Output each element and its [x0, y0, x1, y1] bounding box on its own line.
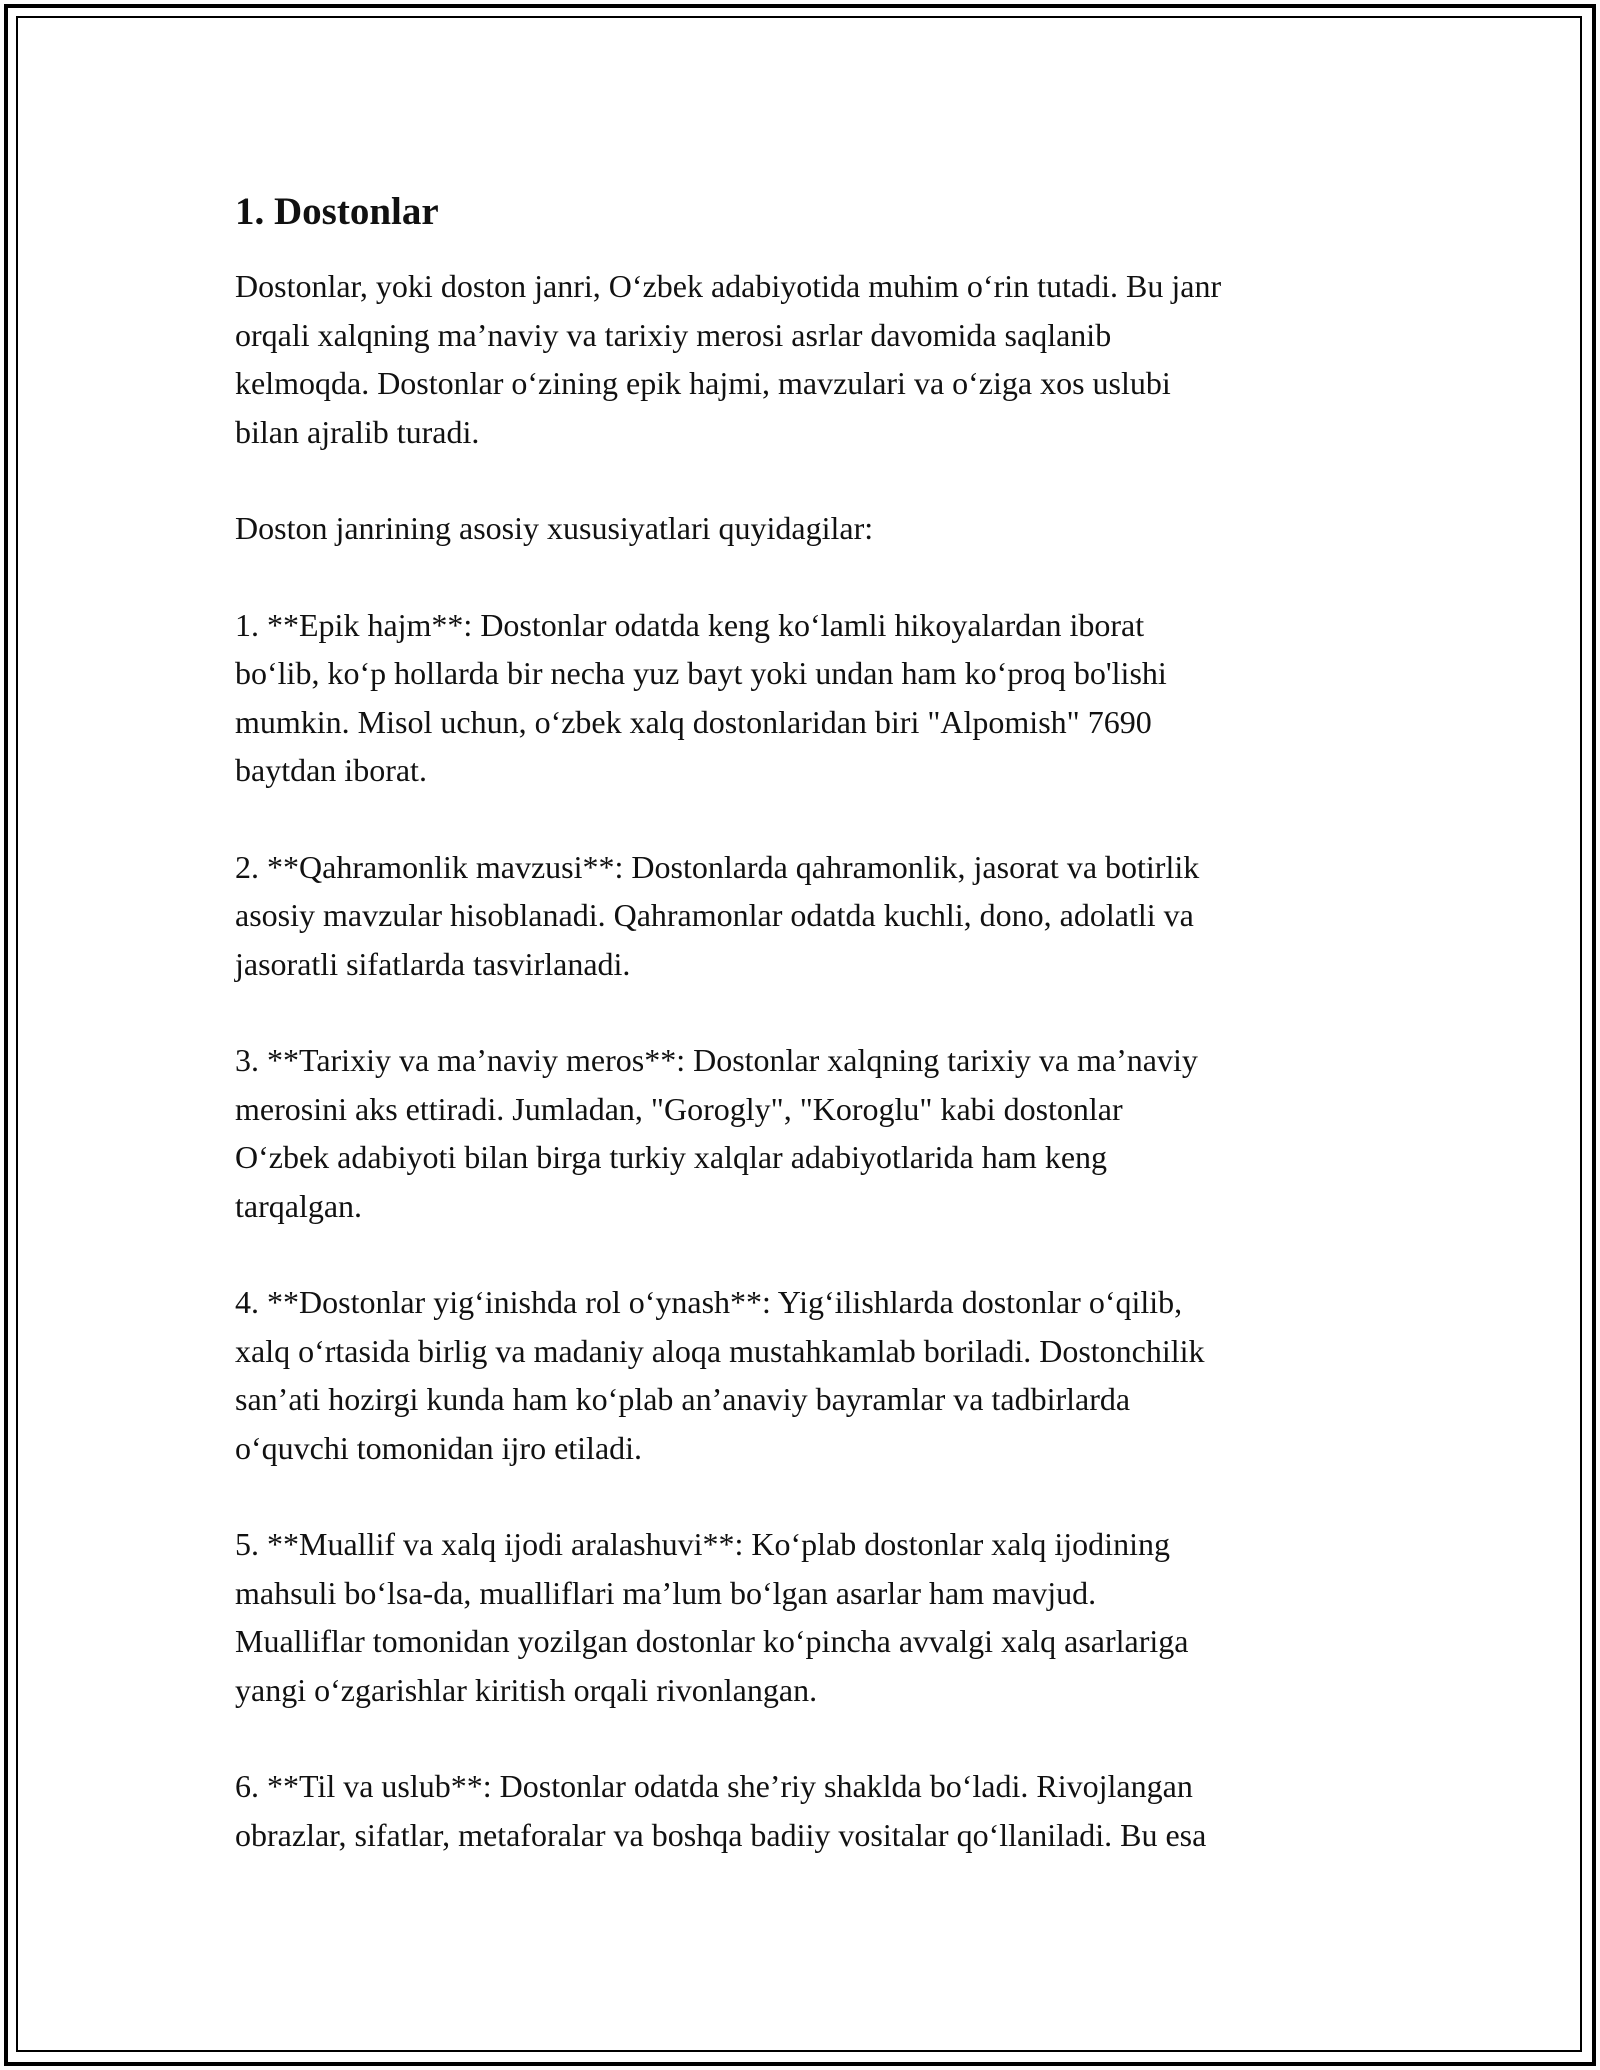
- paragraph-item-3: 3. **Tarixiy va ma’naviy meros**: Dostonlar xalqning tarixiy va ma’naviy merosini aks ettiradi. Jumladan, "Gorogly", "Koroglu" kabi dostonlar O‘zbek adabiyoti bilan birga turkiy xalqlar adabiyotlarida ham keng tarqalgan.: [235, 1042, 1198, 1224]
- paragraph-item-5: 5. **Muallif va xalq ijodi aralashuvi**: Ko‘plab dostonlar xalq ijodining mahsuli bo‘lsa-da, mualliflari ma’lum bo‘lgan asarlar ham mavjud. Mualliflar tomonidan yozilgan dostonlar ko‘pincha avvalgi xalq asarlariga yangi o‘zgarishlar kiritish orqali rivonlangan.: [235, 1526, 1189, 1708]
- paragraph-intro: Dostonlar, yoki doston janri, O‘zbek adabiyotida muhim o‘rin tutadi. Bu janr orqali xalqning ma’naviy va tarixiy merosi asrlar davomida saqlanib kelmoqda. Dostonlar o‘zining epik hajmi, mavzulari va o‘ziga xos uslubi bilan ajralib turadi.: [235, 268, 1222, 450]
- page-title: 1. Dostonlar: [235, 190, 439, 233]
- paragraph-features-lead: Doston janrining asosiy xususiyatlari quyidagilar:: [235, 510, 874, 546]
- document-body: [235, 188, 1375, 1907]
- paragraph-item-4: 4. **Dostonlar yig‘inishda rol o‘ynash**: Yig‘ilishlarda dostonlar o‘qilib, xalq o‘rtasida birlig va madaniy aloqa mustahkamlab boriladi. Dostonchilik san’ati hozirgi kunda ham ko‘plab an’anaviy bayramlar va tadbirlarda o‘quvchi tomonidan ijro etiladi.: [235, 1284, 1205, 1466]
- paragraph-item-2: 2. **Qahramonlik mavzusi**: Dostonlarda qahramonlik, jasorat va botirlik asosiy mavzular hisoblanadi. Qahramonlar odatda kuchli, dono, adolatli va jasoratli sifatlarda tasvirlanadi.: [235, 848, 1200, 982]
- paragraph-item-6: 6. **Til va uslub**: Dostonlar odatda she’riy shaklda bo‘ladi. Rivojlangan obrazlar, sifatlar, metaforalar va boshqa badiiy vositalar qo‘llaniladi. Bu esa: [235, 1768, 1207, 1853]
- paragraph-item-1: 1. **Epik hajm**: Dostonlar odatda keng ko‘lamli hikoyalardan iborat bo‘lib, ko‘p hollarda bir necha yuz bayt yoki undan ham ko‘proq bo'lishi mumkin. Misol uchun, o‘zbek xalq dostonlaridan biri "Alpomish" 7690 baytdan iborat.: [235, 606, 1167, 788]
